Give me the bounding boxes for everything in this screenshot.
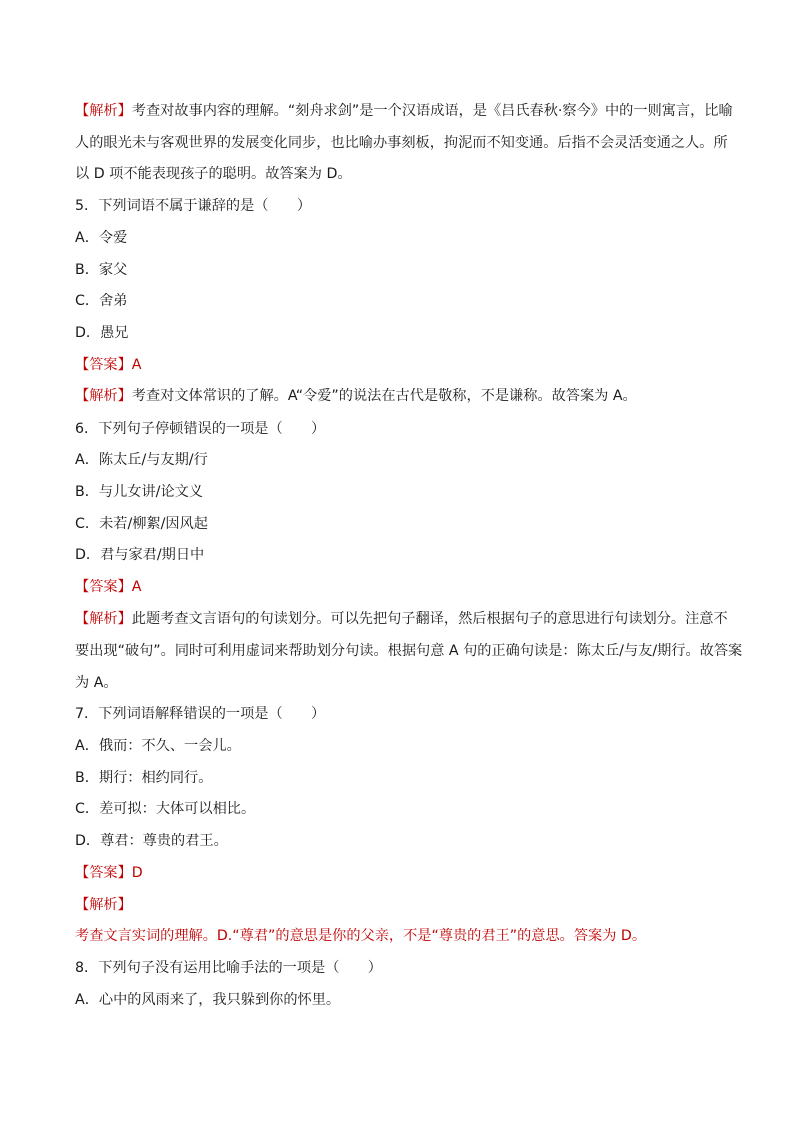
q5-option-b: B．家父 — [75, 262, 128, 278]
q6-analysis-line-3: 为 A。 — [75, 675, 118, 691]
q6-option-a: A．陈太丘/与友期/行 — [75, 452, 208, 468]
analysis-tag: 【解析】 — [75, 388, 132, 404]
q4-analysis-line-2: 人的眼光未与客观世界的发展变化同步，也比喻办事刻板，拘泥而不知变通。后指不会灵活变通之人。所 — [75, 135, 728, 151]
answer-tag: 【答案】 — [75, 357, 132, 373]
q7-question: 7．下列词语解释错误的一项是（ ） — [75, 706, 326, 722]
q7-analysis-tag — [75, 895, 725, 915]
q6-option-d: D．君与家君/期日中 — [75, 547, 205, 563]
q4-analysis-line-1 — [75, 101, 733, 121]
analysis-text: 考查对文体常识的了解。A“令爱”的说法在古代是敬称，不是谦称。故答案为 A。 — [131, 388, 637, 404]
q5-option-c: C．舍弟 — [75, 293, 128, 309]
analysis-tag: 【解析】 — [75, 611, 132, 627]
answer-value: D — [131, 865, 143, 881]
answer-value: A — [131, 579, 142, 595]
q6-option-c: C．未若/柳絮/因风起 — [75, 516, 208, 532]
answer-tag: 【答案】 — [75, 865, 132, 881]
q5-analysis — [75, 386, 725, 406]
q7-option-d: D．尊君：尊贵的君王。 — [75, 833, 228, 849]
analysis-tag: 【解析】 — [75, 103, 132, 119]
answer-value: A — [131, 357, 142, 373]
analysis-text: 此题考查文言语句的句读划分。可以先把句子翻译，然后根据句子的意思进行句读划分。注意不 — [131, 611, 728, 627]
q7-option-c: C．差可拟：大体可以相比。 — [75, 801, 256, 817]
q5-question: 5．下列词语不属于谦辞的是（ ） — [75, 198, 312, 214]
q7-answer — [75, 863, 725, 883]
q7-analysis-text: 考查文言实词的理解。D.“尊君”的意思是你的父亲，不是“尊贵的君王”的意思。答案为 D。 — [75, 928, 647, 944]
q5-answer — [75, 355, 725, 375]
analysis-text: 考查对故事内容的理解。“刻舟求剑”是一个汉语成语，是《吕氏春秋·察今》中的一则寓言，比喻 — [131, 103, 733, 119]
q6-answer — [75, 577, 725, 597]
q6-analysis-line-2: 要出现“破句”。同时可利用虚词来帮助划分句读。根据句意 A 句的正确句读是：陈太丘/与友/期行。故答案 — [75, 643, 743, 659]
q7-option-a: A．俄而：不久、一会儿。 — [75, 738, 241, 754]
q6-option-b: B．与儿女讲/论文义 — [75, 484, 204, 500]
q6-analysis-line-1 — [75, 609, 728, 629]
answer-tag: 【答案】 — [75, 579, 132, 595]
q8-option-a: A．心中的风雨来了，我只躲到你的怀里。 — [75, 992, 341, 1008]
q7-option-b: B．期行：相约同行。 — [75, 770, 213, 786]
q4-analysis-line-3: 以 D 项不能表现孩子的聪明。故答案为 D。 — [75, 166, 352, 182]
q8-question: 8．下列句子没有运用比喻手法的一项是（ ） — [75, 960, 382, 976]
q5-option-a: A．令爱 — [75, 230, 128, 246]
q5-option-d: D．愚兄 — [75, 325, 129, 341]
analysis-tag: 【解析】 — [75, 897, 132, 913]
q6-question: 6．下列句子停顿错误的一项是（ ） — [75, 421, 326, 437]
